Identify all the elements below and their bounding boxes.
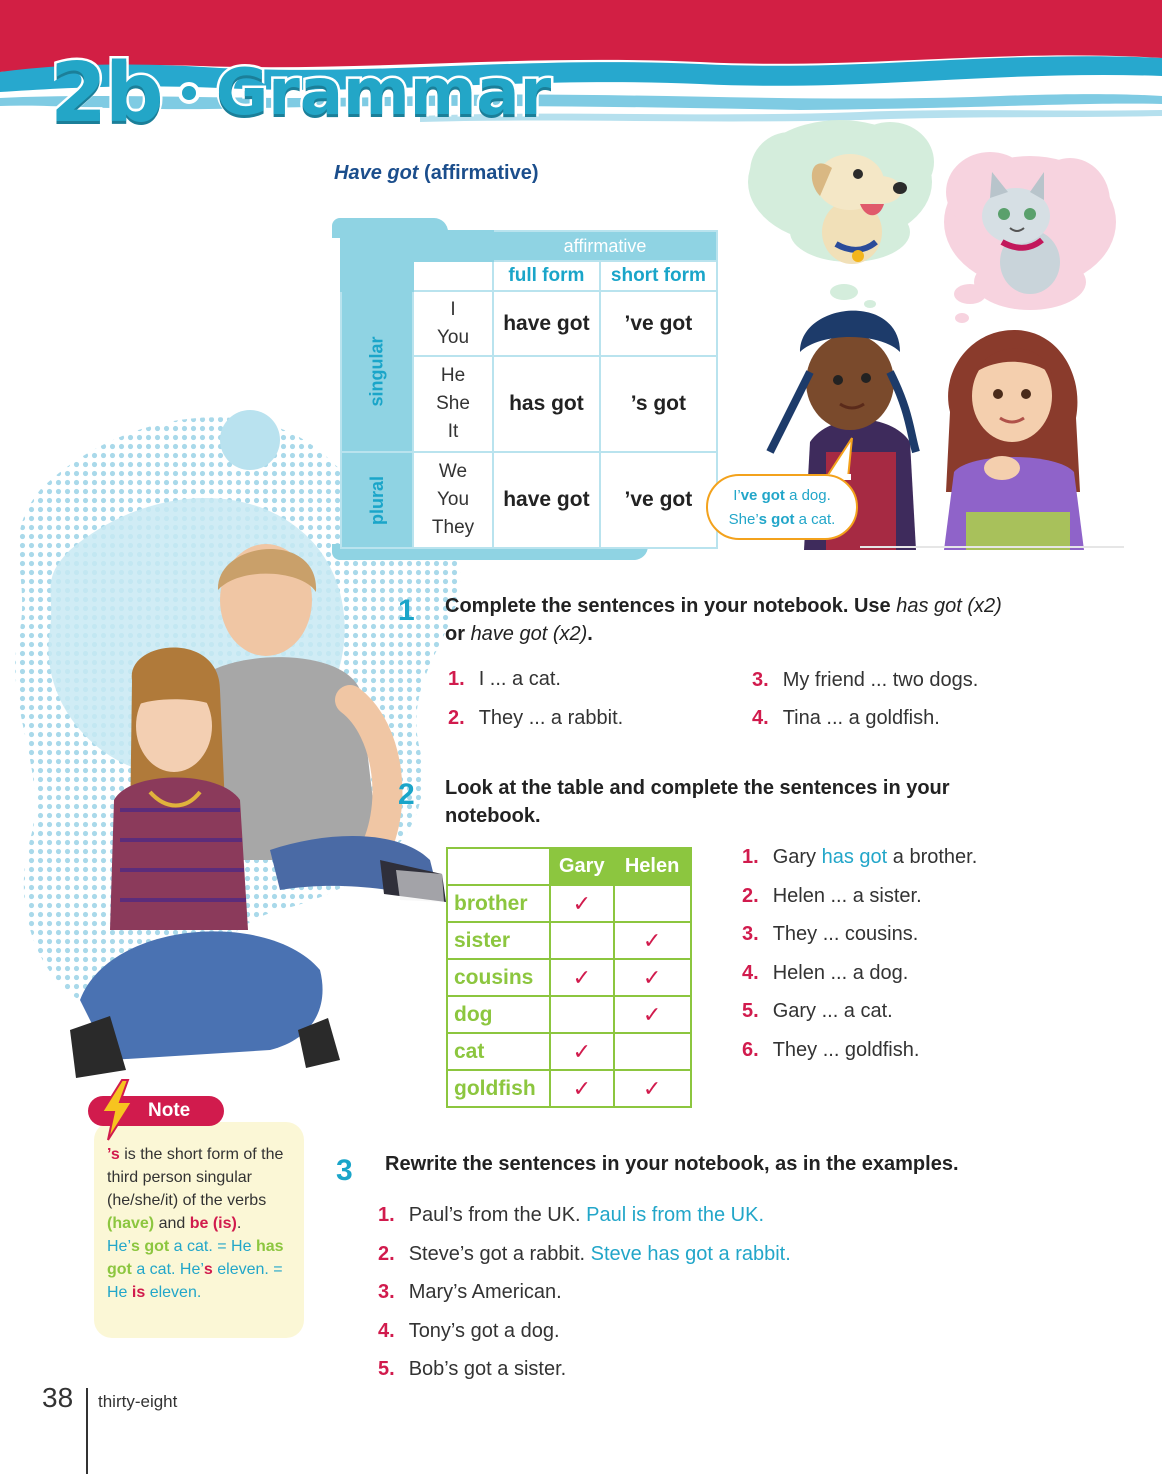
exercise-1-item — [448, 707, 623, 730]
check-cell: ✓ — [550, 885, 614, 922]
note-green: (have) — [107, 1215, 155, 1232]
exercise-3-item — [378, 1320, 560, 1343]
pronoun: It — [447, 421, 459, 442]
speech-text: a dog. — [784, 487, 831, 504]
page-number: 38 — [42, 1382, 74, 1413]
item-number: 4. — [742, 962, 759, 984]
grammar-short-form-header: short form — [600, 261, 717, 291]
exercise-3-number: 3 — [336, 1154, 353, 1187]
note-example-bold: s — [203, 1261, 213, 1278]
exercise-2-item — [742, 923, 918, 946]
exercise-1-item — [752, 669, 978, 692]
check-cell — [614, 885, 691, 922]
page-title — [50, 45, 552, 141]
item-answer: Steve has got a rabbit. — [590, 1243, 791, 1265]
exercise-3-item — [378, 1243, 791, 1266]
pronoun: They — [431, 517, 475, 538]
speech-bubble — [706, 474, 858, 540]
table-row — [447, 1070, 691, 1107]
note-bold: ’s — [107, 1146, 120, 1163]
table-row — [447, 959, 691, 996]
item-text: Gary — [772, 846, 822, 868]
note-example-bold: s got — [131, 1238, 170, 1255]
note-label: Note — [148, 1100, 191, 1121]
pronoun: You — [436, 489, 470, 510]
family-pets-table — [446, 847, 692, 1108]
speech-bold-text: ve got — [740, 487, 785, 504]
row-label: cousins — [447, 959, 550, 996]
exercise-2-instruction — [445, 774, 1085, 830]
table-row — [447, 885, 691, 922]
grammar-table-card — [332, 218, 720, 560]
singular-label: singular — [366, 336, 387, 407]
footer-divider — [86, 1388, 88, 1474]
item-number: 1. — [742, 846, 759, 868]
note-example: a cat. = He — [169, 1238, 256, 1255]
row-label: brother — [447, 885, 550, 922]
exercise-1-item — [752, 707, 940, 730]
row-label: goldfish — [447, 1070, 550, 1107]
full-form-cell: have got — [493, 452, 600, 548]
item-number: 1. — [378, 1204, 395, 1226]
singular-label-cell — [341, 291, 413, 452]
check-cell: ✓ — [614, 996, 691, 1033]
check-cell — [550, 996, 614, 1033]
note-text — [107, 1143, 299, 1304]
exercise-3-item — [378, 1281, 562, 1304]
grammar-heading-emphasis: Have got — [334, 162, 419, 184]
note-example-bold: has got — [107, 1238, 284, 1278]
item-text: They ... cousins. — [772, 923, 919, 945]
pronoun: We — [438, 461, 468, 482]
item-number: 2. — [378, 1243, 395, 1265]
exercise-3-item — [378, 1204, 764, 1227]
item-text: They ... goldfish. — [772, 1039, 920, 1061]
pronoun: He — [440, 365, 466, 386]
exercise-1-instruction — [445, 592, 1085, 648]
exercise-2-item — [742, 962, 908, 985]
note-example: He’ — [107, 1238, 132, 1255]
grammar-full-form-header: full form — [493, 261, 600, 291]
pronoun-cell — [413, 356, 493, 452]
item-text: Steve’s got a rabbit. — [408, 1243, 591, 1265]
instruction-text: Complete the sentences in your notebook. Use — [445, 595, 897, 617]
item-text: Gary ... a cat. — [772, 1000, 893, 1022]
grammar-affirmative-header: affirmative — [493, 231, 717, 261]
instruction-italic: have got (x2) — [470, 623, 588, 645]
check-cell: ✓ — [614, 922, 691, 959]
speech-bold-text: s got — [758, 511, 795, 528]
short-form-cell: ’s got — [600, 356, 717, 452]
item-text: Mary’s American. — [408, 1281, 562, 1303]
instruction-text: Look at the table and complete the sentences in your — [445, 777, 950, 799]
lesson-title: Grammar — [215, 56, 552, 130]
item-number: 5. — [742, 1000, 759, 1022]
column-header-helen: Helen — [614, 848, 691, 885]
item-number: 3. — [752, 669, 769, 691]
teenagers-photo — [70, 530, 450, 1090]
item-text: They ... a rabbit. — [478, 707, 624, 729]
grammar-heading-rest: (affirmative) — [424, 162, 539, 184]
item-text: My friend ... two dogs. — [782, 669, 979, 691]
instruction-text: or — [445, 623, 471, 645]
item-text: I ... a cat. — [478, 668, 561, 690]
exercise-2-item — [742, 885, 922, 908]
exercise-3-item — [378, 1358, 566, 1381]
grammar-heading — [334, 162, 539, 185]
exercise-2-number: 2 — [398, 778, 415, 811]
item-text: a brother. — [887, 846, 978, 868]
speech-text: a cat. — [794, 511, 836, 528]
column-header-gary: Gary — [550, 848, 614, 885]
speech-line-2 — [708, 508, 856, 532]
note-example: a cat. He’ — [131, 1261, 204, 1278]
page-number-words: thirty-eight — [98, 1392, 178, 1411]
check-cell — [614, 1033, 691, 1070]
row-label: cat — [447, 1033, 550, 1070]
exercise-2-item — [742, 846, 977, 869]
row-label: dog — [447, 996, 550, 1033]
pronoun-cell — [413, 291, 493, 356]
check-cell: ✓ — [614, 959, 691, 996]
check-cell: ✓ — [550, 1033, 614, 1070]
check-cell: ✓ — [550, 1070, 614, 1107]
full-form-cell: have got — [493, 291, 600, 356]
item-number: 3. — [742, 923, 759, 945]
note-plain: . — [236, 1215, 242, 1232]
item-number: 4. — [378, 1320, 395, 1342]
speech-line-1 — [708, 484, 856, 508]
exercise-1-item — [448, 668, 561, 691]
item-number: 2. — [742, 885, 759, 907]
item-text: Bob’s got a sister. — [408, 1358, 567, 1380]
full-form-cell: has got — [493, 356, 600, 452]
instruction-italic: has got (x2) — [896, 595, 1002, 617]
note-example: eleven. = He — [107, 1261, 283, 1301]
dog-thought-cloud — [748, 120, 934, 308]
item-text: Helen ... a sister. — [772, 885, 922, 907]
exercise-2-item — [742, 1000, 893, 1023]
instruction-text: . — [587, 623, 593, 645]
item-answer: has got — [821, 846, 888, 868]
short-form-cell: ’ve got — [600, 291, 717, 356]
check-cell: ✓ — [550, 959, 614, 996]
lesson-number: 2b — [50, 45, 162, 141]
table-row — [447, 1033, 691, 1070]
speech-text: She’ — [728, 511, 759, 528]
short-form-cell: ’ve got — [600, 452, 717, 548]
exercise-1-number: 1 — [398, 594, 415, 627]
illustration-divider — [860, 546, 1124, 548]
item-text: Tina ... a goldfish. — [782, 707, 940, 729]
note-bold: be (is) — [189, 1215, 237, 1232]
check-cell — [550, 922, 614, 959]
cat-thought-cloud — [944, 152, 1116, 323]
table-row — [447, 996, 691, 1033]
item-number: 3. — [378, 1281, 395, 1303]
title-separator-dot — [178, 82, 200, 104]
exercise-2-item — [742, 1039, 919, 1062]
pronoun: She — [436, 393, 470, 414]
item-number: 2. — [448, 707, 465, 729]
note-plain: is the short form of the third person singular (he/she/it) of the verbs — [107, 1146, 284, 1209]
pronoun: I — [450, 298, 456, 320]
item-answer: Paul is from the UK. — [586, 1204, 765, 1226]
check-cell: ✓ — [614, 1070, 691, 1107]
exercise-3-instruction: Rewrite the sentences in your notebook, as in the examples. — [385, 1153, 959, 1175]
row-label: sister — [447, 922, 550, 959]
table-row — [447, 922, 691, 959]
item-number: 5. — [378, 1358, 395, 1380]
pronoun: You — [436, 326, 470, 348]
note-example-bold: is — [131, 1284, 146, 1301]
note-example: eleven. — [145, 1284, 202, 1301]
item-text: Paul’s from the UK. — [408, 1204, 587, 1226]
item-text: Tony’s got a dog. — [408, 1320, 560, 1342]
instruction-text: notebook. — [445, 805, 541, 827]
grammar-table — [340, 230, 718, 549]
note-plain: and — [154, 1215, 190, 1232]
item-number: 6. — [742, 1039, 759, 1061]
item-number: 4. — [752, 707, 769, 729]
item-text: Helen ... a dog. — [772, 962, 909, 984]
girl-with-brown-hair — [944, 330, 1084, 550]
speech-text: I’ — [733, 487, 741, 504]
item-number: 1. — [448, 668, 465, 690]
lightning-bolt-icon — [96, 1078, 136, 1142]
plural-label: plural — [366, 475, 387, 525]
